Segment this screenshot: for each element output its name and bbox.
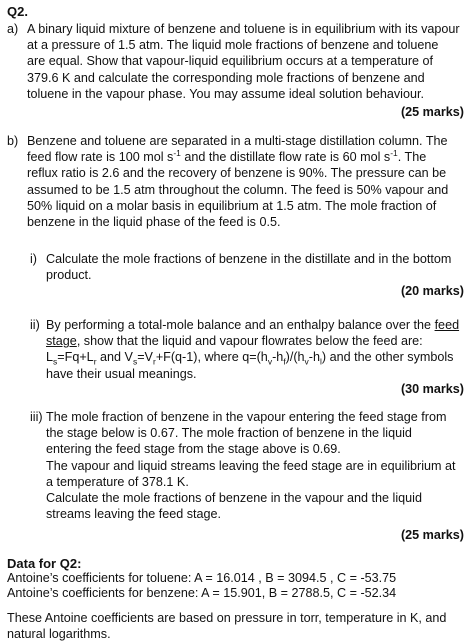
- part-b-line: benzene in the liquid phase of the feed is 0.5.: [27, 215, 281, 230]
- part-b-ii-line: By performing a total-mole balance and an enthalpy balance over the feed: [46, 318, 460, 332]
- part-b-i-line: product.: [46, 268, 92, 283]
- part-b-iii-marks: (25 marks): [400, 528, 464, 542]
- part-b-iii-label: iii): [30, 410, 43, 424]
- part-a-line: A binary liquid mixture of benzene and toluene is in equilibrium with its vapour: [27, 22, 460, 36]
- part-b-line: Benzene and toluene are separated in a multi-stage distillation column. The: [27, 134, 448, 148]
- part-b-ii-equation: $L_s=Fq+L_r$ and $V_s=V_r+F(q-1)$, where $q=(h_v-h_f)/(h_v-h_l)$ and the other symbols: [46, 350, 454, 367]
- part-a-line: 379.6 K and calculate the corresponding mole fractions of benzene and: [27, 70, 425, 85]
- part-b-label: b): [7, 134, 19, 148]
- part-a-line: at a pressure of 1.5 atm. The liquid mole fractions of benzene and toluene: [27, 38, 439, 53]
- part-b-ii: [30, 317, 467, 387]
- data-note-line: These Antoine coefficients are based on pressure in torr, temperature in K, and: [7, 611, 447, 625]
- data-note: [7, 610, 462, 642]
- part-b-ii-line: have their usual meanings.: [46, 366, 197, 381]
- part-a-line: are equal. Show that vapour-liquid equilibrium occurs at a temperature of: [27, 54, 434, 69]
- part-b-line: feed flow rate is 100 mol $s^{-1}$ and the distillate flow rate is 60 mol $s^{-1}$. The: [27, 148, 427, 165]
- part-b-iii-text: [46, 409, 467, 522]
- part-b-i-label: i): [30, 252, 37, 266]
- part-b-iii-line: a temperature of 378.1 K.: [46, 474, 189, 489]
- part-b-iii-line: the stage below is 0.67. The mole fraction of benzene in the liquid: [46, 426, 412, 441]
- part-a-label: a): [7, 22, 19, 36]
- part-b-iii-line: The mole fraction of benzene in the vapour entering the feed stage from: [46, 410, 447, 424]
- part-b-iii-line: streams leaving the feed stage.: [46, 507, 222, 522]
- part-b-i-marks: (20 marks): [400, 284, 464, 298]
- part-a-line: toluene in the vapour phase. You may assume ideal solution behaviour.: [27, 86, 424, 101]
- part-b-iii-line: The vapour and liquid streams leaving the feed stage are in equilibrium at: [46, 458, 456, 473]
- part-b-ii-marks: (30 marks): [400, 382, 464, 396]
- data-heading: Data for Q2:: [7, 556, 82, 571]
- part-b-line: reflux ratio is 2.6 and the recovery of benzene is 90%. The pressure can be: [27, 166, 447, 181]
- part-b-iii-line: Calculate the mole fractions of benzene in the vapour and the liquid: [46, 491, 422, 506]
- part-b-text: [27, 133, 467, 230]
- part-b-ii-line: stage, show that the liquid and vapour flowrates below the feed are:: [46, 334, 423, 349]
- part-b-line: 50% liquid on a molar basis in equilibrium at 1.5 atm. The mole fraction of: [27, 198, 437, 213]
- part-a-marks: (25 marks): [400, 105, 464, 119]
- question-title: Q2.: [7, 4, 28, 19]
- part-b-line: assumed to be 1.5 atm throughout the column. The feed is 50% vapour and: [27, 182, 449, 197]
- part-b-i-text: [46, 251, 466, 283]
- part-b-i-line: Calculate the mole fractions of benzene in the distillate and in the bottom: [46, 252, 452, 266]
- part-b-ii-text: [46, 317, 467, 382]
- part-b-ii-label: ii): [30, 318, 40, 332]
- part-b: [7, 133, 467, 233]
- part-b-iii-line: entering the feed stage from the stage above is 0.69.: [46, 442, 341, 457]
- antoine-toluene: Antoine’s coefficients for toluene: A = 16.014 , B = 3094.5 , C = -53.75: [7, 571, 397, 585]
- data-note-line: natural logarithms.: [7, 627, 111, 642]
- part-b-iii: [30, 409, 467, 529]
- part-a: [7, 21, 467, 141]
- part-a-text: [27, 21, 467, 102]
- antoine-benzene: Antoine’s coefficients for benzene: A = 15.901, B = 2788.5, C = -52.34: [7, 586, 397, 600]
